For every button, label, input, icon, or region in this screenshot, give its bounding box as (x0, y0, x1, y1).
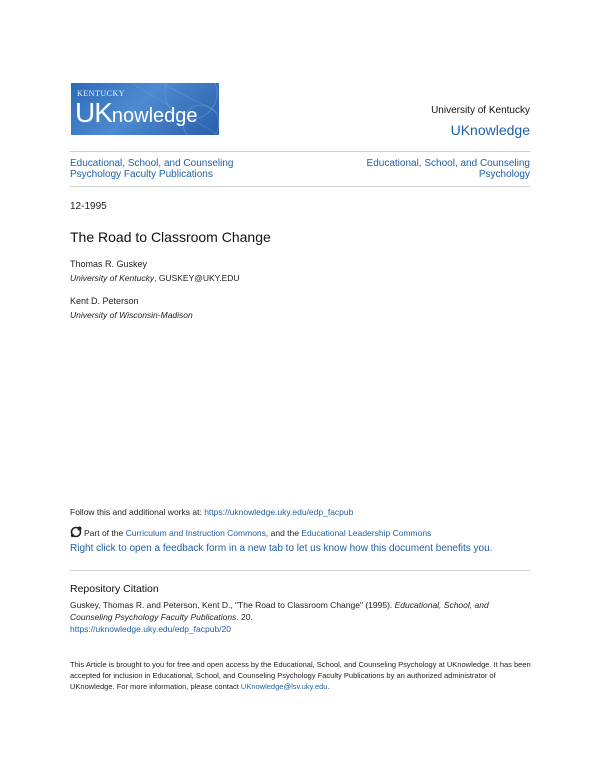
citation-series: Educational, School, and Counseling Psychology Faculty Publications (70, 600, 489, 622)
author-affiliation (70, 273, 240, 283)
author-name: Thomas R. Guskey (70, 259, 148, 269)
document-title: The Road to Classroom Change (70, 229, 271, 245)
affiliation-name: University of Wisconsin-Madison (70, 310, 193, 320)
citation-body (70, 599, 532, 635)
citation-heading: Repository Citation (70, 583, 159, 595)
collection-link-left[interactable]: Educational, School, and Counseling Psychology Faculty Publications (70, 158, 234, 180)
logo-rest: nowledge (111, 105, 198, 127)
collection-link-right[interactable]: Educational, School, and Counseling Psychology (366, 158, 530, 180)
author-name: Kent D. Peterson (70, 296, 139, 306)
partof-middle: , and the (265, 528, 302, 538)
publication-date: 12-1995 (70, 201, 107, 212)
repository-link[interactable]: UKnowledge (450, 122, 530, 138)
follow-line (70, 507, 353, 517)
citation-number: . 20. (236, 612, 253, 622)
feedback-link[interactable]: Right click to open a feedback form in a new tab to let us know how this document benefits you. (70, 543, 493, 554)
contact-email-link[interactable]: UKnowledge@lsv.uky.edu (240, 682, 328, 691)
divider-collections (70, 186, 530, 187)
institution-name: University of Kentucky (431, 105, 530, 116)
curriculum-commons-link[interactable]: Curriculum and Instruction Commons (125, 528, 266, 538)
leadership-commons-link[interactable]: Educational Leadership Commons (301, 528, 432, 538)
part-of-line (70, 526, 431, 538)
citation-url-link[interactable]: https://uknowledge.uky.edu/edp_facpub/20 (70, 624, 231, 634)
affiliation-name: University of Kentucky (70, 273, 155, 283)
follow-url-link[interactable]: https://uknowledge.uky.edu/edp_facpub (204, 507, 354, 517)
uknowledge-logo[interactable] (71, 83, 219, 135)
footer-end: . (327, 682, 330, 691)
divider-citation (70, 570, 530, 571)
logo-text (75, 97, 198, 129)
logo-small-text: KENTUCKY (77, 89, 125, 98)
footer-notice (70, 659, 540, 692)
logo-uk: UK (75, 97, 112, 128)
partof-prefix: Part of the (84, 528, 126, 538)
network-icon (70, 526, 82, 538)
author-email: , GUSKEY@UKY.EDU (154, 273, 240, 283)
divider-top (70, 151, 530, 152)
follow-prefix: Follow this and additional works at: (70, 507, 205, 517)
footer-text: This Article is brought to you for free and open access by the Educational, School, and Counseling Psychology at UKnowledge. It has been accepted for inclusion in Educational, School, and Counseling Psychology Faculty Publications by an authorized administrator of UKnowledge. For more information, please contact (70, 660, 531, 691)
author-affiliation (70, 310, 193, 320)
citation-text: Guskey, Thomas R. and Peterson, Kent D., "The Road to Classroom Change" (1995). (70, 600, 395, 610)
